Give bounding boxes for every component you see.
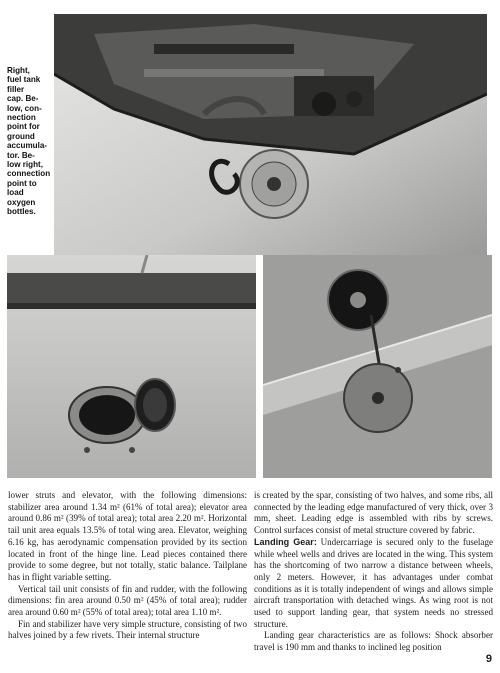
paragraph-landing-gear-characteristics: Landing gear characteristics are as follows: Shock absorber travel is 190 mm and thanks to inclined leg position: [254, 630, 493, 653]
text-column-right: [254, 490, 493, 654]
paragraph-stabilizer-elevator: lower struts and elevator, with the following dimensions: stabilizer area around 1.34 m² (61% of total area); elevator area around 0.86 m² (39% of total area); total area 2.20 m². Horizontal tail unit area equals 13.5% of total wing area. Elevator, weighing 6.16 kg, has aerodynamic compensation provided by its section located in front of the hinge line. Lead pieces contained there provide to some degree, but not totally, static balance. Tailplane has in flight variable setting.: [8, 490, 247, 582]
paragraph-landing-gear: [254, 537, 493, 631]
text-column-left: [8, 490, 247, 642]
paragraph-fin-stabilizer-structure: Fin and stabilizer have very simple structure, consisting of two halves joined by a few rivets. Their internal structure: [8, 618, 247, 641]
page-number: 9: [485, 653, 492, 665]
landing-gear-body: Undercarriage is secured only to the fuselage while wheel wells and drives are located in the wing. This system has the shortcoming of two narrow a distance between wheels, only 2 meters. However, it has advantages under combat conditions as it is totally independent of wings and allows simple aircraft transportation with detached wings. As wing root is not used to support landing gear, that system needs no stressed structure.: [254, 536, 493, 629]
photo-ground-accumulator-connection: [7, 255, 256, 478]
landing-gear-heading: Landing Gear:: [254, 536, 317, 547]
paragraph-vertical-tail-unit: Vertical tail unit consists of fin and rudder, with the following dimensions: fin area around 0.50 m² (45% of total area); rudder area around 0.60 m² (55% of total area); total area 1.10 m².: [8, 583, 247, 618]
photo-caption: Right, fuel tank filler cap. Be- low, con- nection point for ground accumula- tor. Be- low right, connection point to load oxygen bottles.: [7, 66, 51, 217]
photo-fuel-tank-filler-cap: [54, 14, 487, 255]
paragraph-spar-structure: is created by the spar, consisting of two halves, and some ribs, all connected by the leading edge manufactured of very thick, over 3 mm, sheet. Leading edge is assembled with ribs by screws. Control surfaces consist of metal structure covered by fabric.: [254, 490, 493, 536]
photo-oxygen-bottle-connection: [263, 255, 492, 478]
